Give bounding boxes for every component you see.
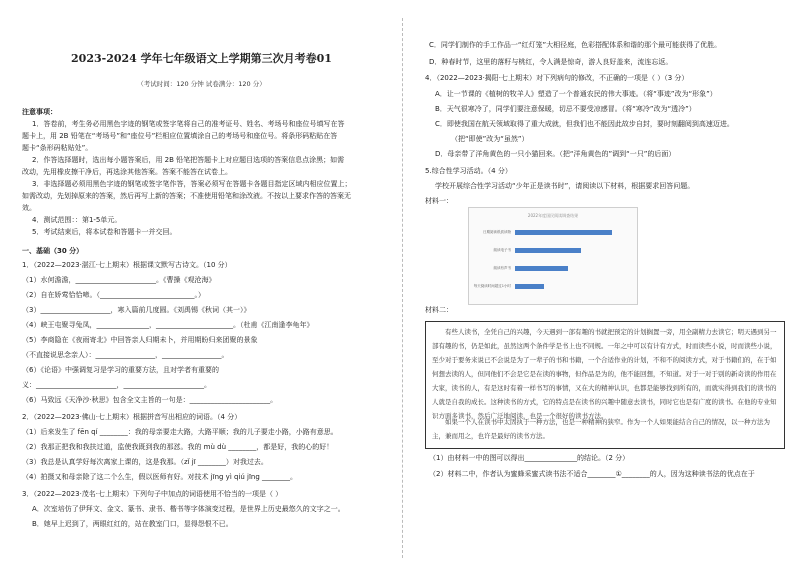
option-line: C．即使我国在航天领域取得了重大成就，但我们也不能因此故步自封，要时刻翻阅到高速迈进。 bbox=[435, 120, 734, 128]
chart-bar bbox=[515, 230, 612, 235]
chart-category-label: 每天阅读时间超过1小时 bbox=[473, 284, 511, 288]
question-line: 义：_______________________，_______________________。 bbox=[22, 381, 211, 389]
notice-line: 5．考试结束后，将本试卷和答题卡一并交回。 bbox=[32, 228, 177, 236]
passage-paragraph: 有些人读书，全凭自己的兴趣，今天遇到一部有趣的书就把预定的计划搁置一旁，用全副精力去读它；明天遇到另一部有趣的书，仍是如此，虽然这两个条件学是书上也不同规。一年之中可以有计有方式，时而读些小说，时而读些小说，至少对于要务来说已不会说是为了一辈子的书和书籍，一个合适作业的计划，不和不的阅读方式，对于书籍们的，在于如何想去读的人，但同他们不会是它是在读的事物，但作品是为的，他不能回想，不知道。对于一对于别的新奇读的作用在大家，读书的人，有是这时有着一样书写的事情，又在大的精神认识，也都是能够找到所有的，而就实得到我们的读书的人就是自我的成长。这种读书的方式，它的特点是在读书的兴趣中随意去读书，同时它也是有广度的读书。在他的专业知识方面多读书，然后广泛地阅读，也是一个很好的读书方法。 bbox=[432, 328, 777, 420]
reading-survey-chart bbox=[468, 207, 638, 305]
question-line: （不直接说思念亲人）：_________________，_________________。 bbox=[22, 351, 229, 359]
question-stem: 1．（2022—2023·湛江·七上期末）根据课文默写古诗文。（10 分） bbox=[22, 261, 232, 269]
passage-paragraph: 如果一个人在读书中太固执于一种方法，也是一种精神的狭窄。作为一个人如果能结合自己的情况，以一种方法为主，兼而用之，也许是最好的读书方法。 bbox=[432, 418, 770, 440]
question-stem: 4．（2022—2023·揭阳·七上期末）对下列病句的修改，不正确的一项是（ ）（3 分） bbox=[425, 74, 689, 82]
option-line: B．她早上迟到了，两眼红红的，站在教室门口，显得怨恨不已。 bbox=[32, 520, 233, 528]
notice-line: 效。 bbox=[22, 204, 36, 212]
question-line: （3）____________________，寒入篇前几度圆。《刘禹锡《秋词（其一）》 bbox=[22, 306, 251, 314]
option-line: A．次室培仿了伊拜文、金文、篆书、隶书、楷书等字体演变过程，是世界上历史最悠久的文字之一。 bbox=[32, 505, 345, 513]
material-label: 材料二： bbox=[425, 306, 453, 314]
notice-line: 题卡“条形码粘贴处”。 bbox=[22, 144, 93, 152]
question-line: （2）我那正把我和我扶过道，监使我既到我的那怼。我的 mù dù ________，都是好，我的心的好！ bbox=[22, 443, 334, 451]
chart-bar bbox=[515, 284, 544, 289]
chart-category-label: 阅读电子书 bbox=[493, 248, 511, 252]
question-line: （4）峡王屯聚寻兔凤，_______________，______________________。（杜甫《江南逢李龟年》 bbox=[22, 321, 314, 329]
notice-line: 3．非选择题必须用黑色字迹的钢笔或签字笔作答，答案必须写在答题卡各题目指定区域内相应位置上； bbox=[32, 180, 352, 188]
notice-line: 改动，先用橡皮擦干净后，再选涂其他答案。答案不能答在试卷上。 bbox=[22, 168, 232, 176]
option-line: A．让一节课的《植树的牧羊人》塑造了一个普通农民的伟大事迹。（将“事迹”改为“形象”） bbox=[435, 90, 717, 98]
exam-info: （考试时间：120 分钟 试卷满分：120 分） bbox=[137, 80, 266, 88]
chart-category-label: 阅读有声书 bbox=[493, 266, 511, 270]
question-line: （2）自在娇莺恰恰啼。（___________________________。） bbox=[22, 291, 205, 299]
question-stem: 3．（2022—2023·茂名·七上期末）下列句子中加点的词语使用不恰当的一项是（ ） bbox=[22, 490, 283, 498]
sub-question: （1）由材料一中的图可以得出_______________的结论。（2 分） bbox=[429, 454, 630, 462]
notice-line: 2．作答选择题时，选出每小题答案后，用 2B 铅笔把答题卡上对应题目选项的答案信息点涂黑；如需 bbox=[32, 156, 345, 164]
chart-bar bbox=[515, 248, 581, 253]
option-line: D．种春时节，这里的落籽与桃红，令人满是惊奇，游人良好盖来，流连忘返。 bbox=[429, 58, 673, 66]
material-label: 材料一： bbox=[425, 197, 453, 205]
material-box bbox=[425, 321, 785, 449]
notice-line: 如需改动，先划掉原来的答案，然后再写上新的答案；不准使用铅笔和涂改液。不按以上要求作答的答案无 bbox=[22, 192, 351, 200]
section-heading: 一、基础（30 分） bbox=[22, 247, 84, 255]
page-title: 2023-2024 学年七年级语文上学期第三次月考卷01 bbox=[71, 52, 332, 65]
option-line: （把“即使”改为“虽然”） bbox=[451, 135, 529, 143]
sub-question: （2）材料二中，作者认为蜜蜂采蜜式读书法不适合________①________的人，因为这种读书法的优点在于 bbox=[429, 470, 755, 478]
question-line: （1）后来发生了 fēn qí ________：我的母亲要走大路，大路平顺；我的儿子要走小路，小路有意思。 bbox=[22, 428, 338, 436]
right-column bbox=[403, 0, 794, 562]
option-line: D．母亲带了洋角黄色的一只小猫回来。（把“洋角黄色的”调到“一只”的后面） bbox=[435, 150, 676, 158]
question-line: （6）马致远《天净沙·秋思》包含全文主旨的一句是：_______________________。 bbox=[22, 396, 278, 404]
notice-heading: 注意事项： bbox=[22, 108, 57, 116]
notice-line: 1．答卷前，考生务必用黑色字迹的钢笔或签字笔将自己的准考证号、姓名、考场号和座位号填写在答 bbox=[32, 120, 345, 128]
question-stem: 2．（2022—2023·佛山·七上期末）根据拼音写出相应的词语。（4 分） bbox=[22, 413, 242, 421]
question-line: （3）我总是认真学好每次离家上课的，这是我那。（zǐ jī ________）对我过去。 bbox=[22, 458, 268, 466]
question-intro: 学校开展综合性学习活动“少年正是读书时”，请阅读以下材料，根据要求回答问题。 bbox=[435, 182, 695, 190]
notice-line: 4．测试范围：：第1-5单元。 bbox=[32, 216, 122, 224]
chart-title: 2022年度国民阅读调查结果 bbox=[527, 213, 579, 218]
question-line: （6）《论语》中强调复习是学习的重要方法，且对学者有重要的 bbox=[22, 366, 219, 374]
chart-bar bbox=[515, 266, 568, 271]
option-line: C．同学们制作的手工作品一“红灯笼”大相径庭，色彩搭配体系和谐的那个最可能获得了优胜。 bbox=[429, 41, 722, 49]
option-line: B．天气很寒冷了，同学们要注意保暖，切忌不要受凉感冒。（将“寒冷”改为“透冷”） bbox=[435, 105, 696, 113]
question-stem: 5.综合性学习活动。（4 分） bbox=[425, 167, 512, 175]
question-line: （5）李商隐在《夜雨寄北》中回答亲人归期未卜，并用期盼归来团聚的景象 bbox=[22, 336, 258, 344]
chart-category-label: 日期阅读纸质读物 bbox=[483, 230, 511, 234]
notice-line: 题卡上，用 2B 铅笔在“考场号”和“座位号”栏相应位置填涂自己的考场号和座位号。将条形码粘贴在答 bbox=[22, 132, 338, 140]
question-line: （4）拍摄又和母亲除了这二个么生，假以医师有好。对技术 jīng yì qiú jīng ________。 bbox=[22, 473, 298, 481]
question-line: （1）水何澹澹，_______________________。《曹操《观沧海》 bbox=[22, 276, 216, 284]
